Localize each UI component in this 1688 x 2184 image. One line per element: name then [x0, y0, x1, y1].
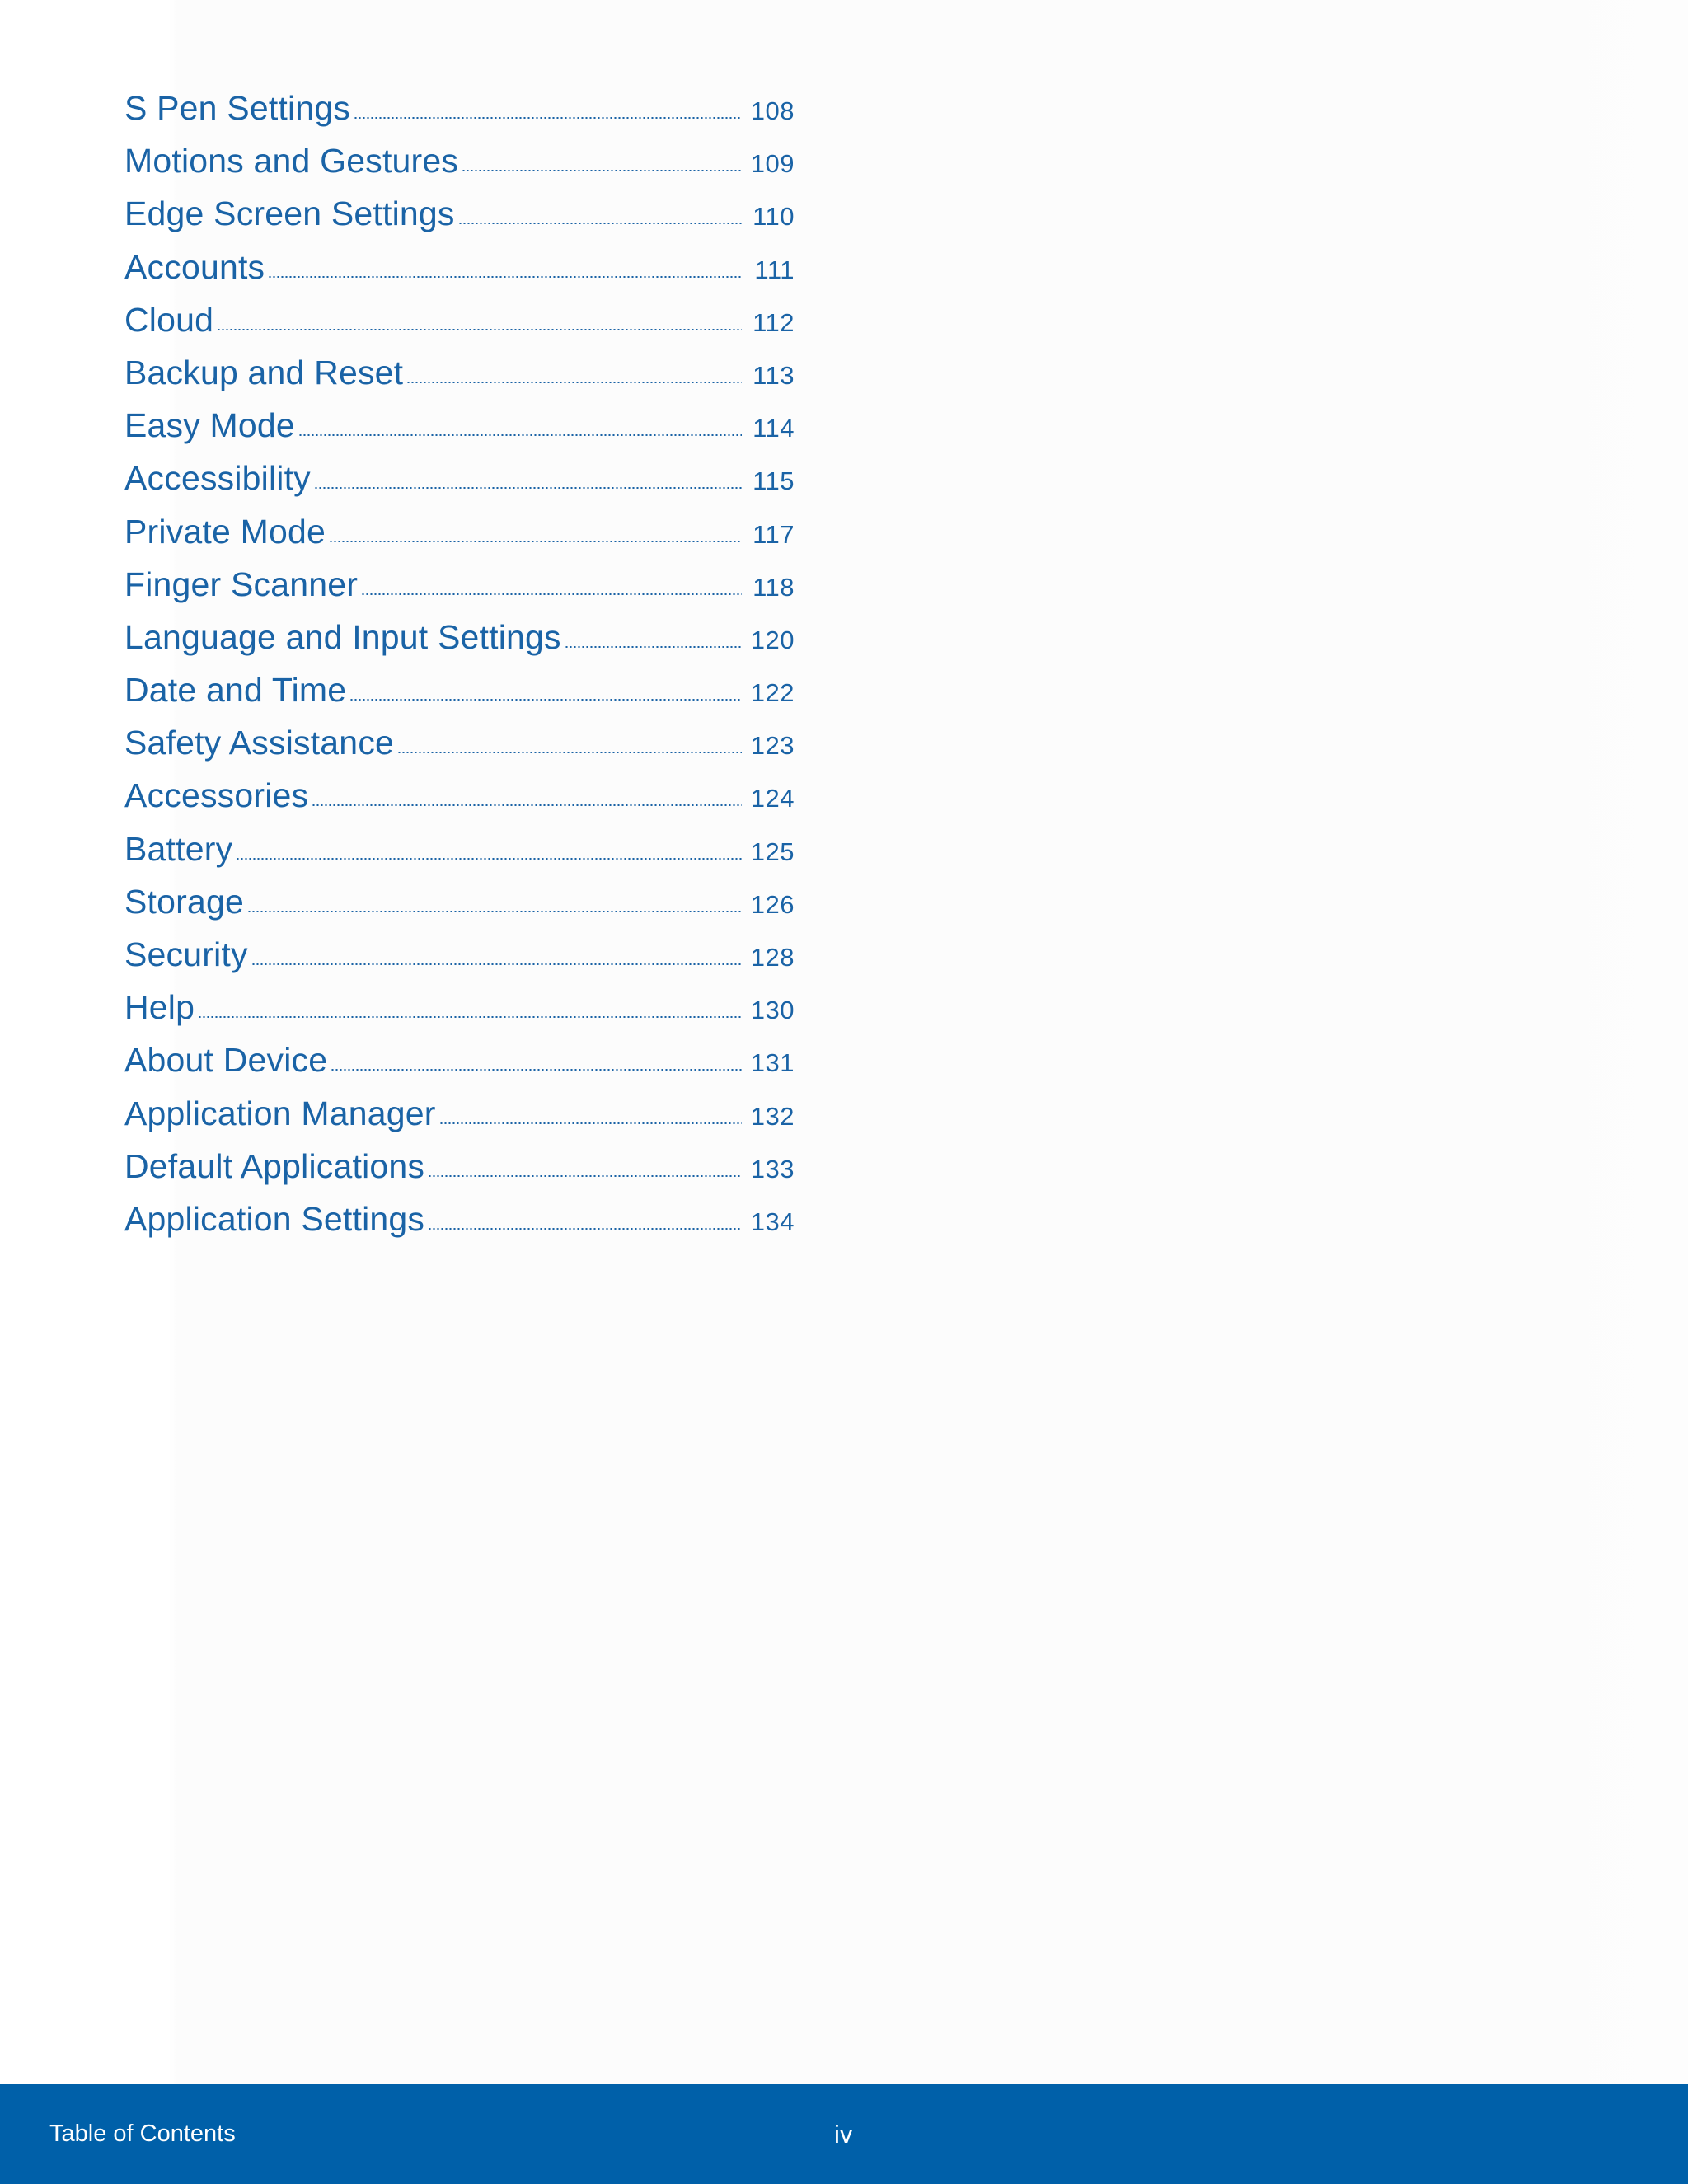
table-of-contents	[124, 89, 795, 1253]
toc-entry-private-mode[interactable]	[124, 513, 795, 565]
footer-bar	[0, 2084, 1688, 2184]
toc-entry-page: 126	[750, 889, 795, 919]
dot-leader	[247, 911, 742, 912]
toc-item	[124, 830, 795, 883]
toc-entry-motions-and-gestures[interactable]	[124, 142, 795, 194]
dot-leader	[361, 593, 742, 595]
toc-entry-title: Language and Input Settings	[124, 617, 561, 656]
dot-leader	[354, 117, 742, 119]
toc-item	[124, 459, 795, 512]
dot-leader	[462, 170, 742, 171]
dot-leader	[406, 382, 742, 383]
dot-leader	[268, 276, 742, 278]
toc-entry-title: Motions and Gestures	[124, 142, 459, 180]
toc-item	[124, 194, 795, 247]
toc-entry-cloud[interactable]	[124, 301, 795, 354]
toc-item	[124, 565, 795, 618]
toc-item	[124, 1094, 795, 1147]
toc-entry-title: Cloud	[124, 300, 214, 339]
toc-entry-page: 128	[750, 943, 795, 972]
dot-leader	[439, 1122, 742, 1124]
toc-entry-page: 114	[753, 414, 795, 443]
toc-item	[124, 248, 795, 301]
toc-entry-title: Safety Assistance	[124, 724, 395, 762]
toc-item	[124, 618, 795, 671]
toc-entry-title: Default Applications	[124, 1146, 425, 1185]
toc-entry-title: Security	[124, 935, 248, 973]
toc-entry-title: Date and Time	[124, 671, 347, 710]
toc-entry-page: 122	[750, 678, 795, 708]
toc-entry-accounts[interactable]	[124, 248, 795, 301]
toc-entry-accessibility[interactable]	[124, 459, 795, 512]
toc-entry-title: Battery	[124, 829, 233, 868]
toc-item	[124, 988, 795, 1041]
dot-leader	[565, 646, 742, 648]
toc-item	[124, 142, 795, 194]
toc-entry-page: 115	[753, 466, 795, 496]
toc-entry-battery[interactable]	[124, 830, 795, 883]
footer-section-title: Table of Contents	[49, 2121, 236, 2147]
toc-entry-title: Accessories	[124, 776, 309, 815]
toc-entry-title: Help	[124, 988, 195, 1027]
toc-entry-edge-screen-settings[interactable]	[124, 194, 795, 247]
toc-entry-s-pen-settings[interactable]	[124, 89, 795, 142]
toc-entry-title: S Pen Settings	[124, 89, 351, 127]
toc-entry-page: 108	[750, 96, 795, 125]
toc-entry-title: Application Settings	[124, 1199, 425, 1238]
dot-leader	[329, 541, 742, 542]
toc-item	[124, 513, 795, 565]
toc-entry-page: 117	[753, 519, 795, 549]
toc-item	[124, 724, 795, 776]
toc-entry-title: Private Mode	[124, 512, 326, 551]
dot-leader	[331, 1069, 742, 1071]
toc-item	[124, 301, 795, 354]
dot-leader	[397, 752, 742, 753]
footer-page-number: iv	[834, 2120, 853, 2149]
toc-entry-help[interactable]	[124, 988, 795, 1041]
toc-entry-page: 112	[753, 307, 795, 337]
toc-entry-easy-mode[interactable]	[124, 406, 795, 459]
toc-entry-page: 133	[750, 1154, 795, 1183]
toc-entry-title: Edge Screen Settings	[124, 194, 455, 233]
toc-entry-page: 109	[750, 149, 795, 179]
toc-entry-about-device[interactable]	[124, 1041, 795, 1094]
toc-entry-language-and-input-settings[interactable]	[124, 618, 795, 671]
toc-item	[124, 1147, 795, 1200]
toc-entry-page: 111	[754, 255, 795, 284]
toc-entry-page: 110	[753, 202, 795, 232]
toc-item	[124, 671, 795, 724]
toc-entry-finger-scanner[interactable]	[124, 565, 795, 618]
toc-entry-page: 131	[750, 1048, 795, 1078]
toc-item	[124, 883, 795, 935]
toc-entry-backup-and-reset[interactable]	[124, 354, 795, 406]
toc-entry-page: 132	[750, 1101, 795, 1131]
dot-leader	[428, 1175, 742, 1177]
dot-leader	[251, 963, 742, 965]
dot-leader	[349, 699, 742, 701]
toc-entry-title: Accounts	[124, 247, 265, 286]
toc-entry-page: 134	[750, 1207, 795, 1236]
toc-entry-title: Backup and Reset	[124, 353, 404, 391]
dot-leader	[428, 1228, 742, 1230]
dot-leader	[198, 1016, 742, 1018]
dot-leader	[298, 434, 742, 436]
dot-leader	[314, 487, 742, 489]
toc-entry-accessories[interactable]	[124, 776, 795, 829]
dot-leader	[217, 329, 742, 330]
toc-entry-page: 120	[750, 625, 795, 654]
toc-entry-safety-assistance[interactable]	[124, 724, 795, 776]
toc-entry-page: 125	[750, 837, 795, 866]
toc-entry-security[interactable]	[124, 935, 795, 988]
toc-item	[124, 935, 795, 988]
toc-entry-title: Accessibility	[124, 459, 311, 498]
toc-entry-date-and-time[interactable]	[124, 671, 795, 724]
toc-item	[124, 776, 795, 829]
toc-entry-title: Easy Mode	[124, 406, 295, 445]
toc-item	[124, 354, 795, 406]
toc-entry-page: 118	[753, 572, 795, 602]
toc-item	[124, 89, 795, 142]
toc-entry-page: 113	[753, 360, 795, 390]
toc-entry-page: 130	[750, 996, 795, 1025]
toc-entry-title: Finger Scanner	[124, 565, 359, 603]
toc-item	[124, 406, 795, 459]
toc-entry-application-settings[interactable]	[124, 1200, 795, 1253]
toc-entry-title: About Device	[124, 1041, 328, 1080]
toc-entry-storage[interactable]	[124, 883, 795, 935]
dot-leader	[458, 223, 742, 224]
toc-item	[124, 1200, 795, 1253]
toc-item	[124, 1041, 795, 1094]
toc-entry-title: Application Manager	[124, 1094, 436, 1132]
toc-entry-page: 123	[750, 731, 795, 761]
toc-entry-title: Storage	[124, 882, 245, 921]
dot-leader	[312, 804, 742, 806]
toc-entry-application-manager[interactable]	[124, 1094, 795, 1147]
toc-entry-default-applications[interactable]	[124, 1147, 795, 1200]
dot-leader	[236, 858, 742, 860]
toc-entry-page: 124	[750, 784, 795, 813]
